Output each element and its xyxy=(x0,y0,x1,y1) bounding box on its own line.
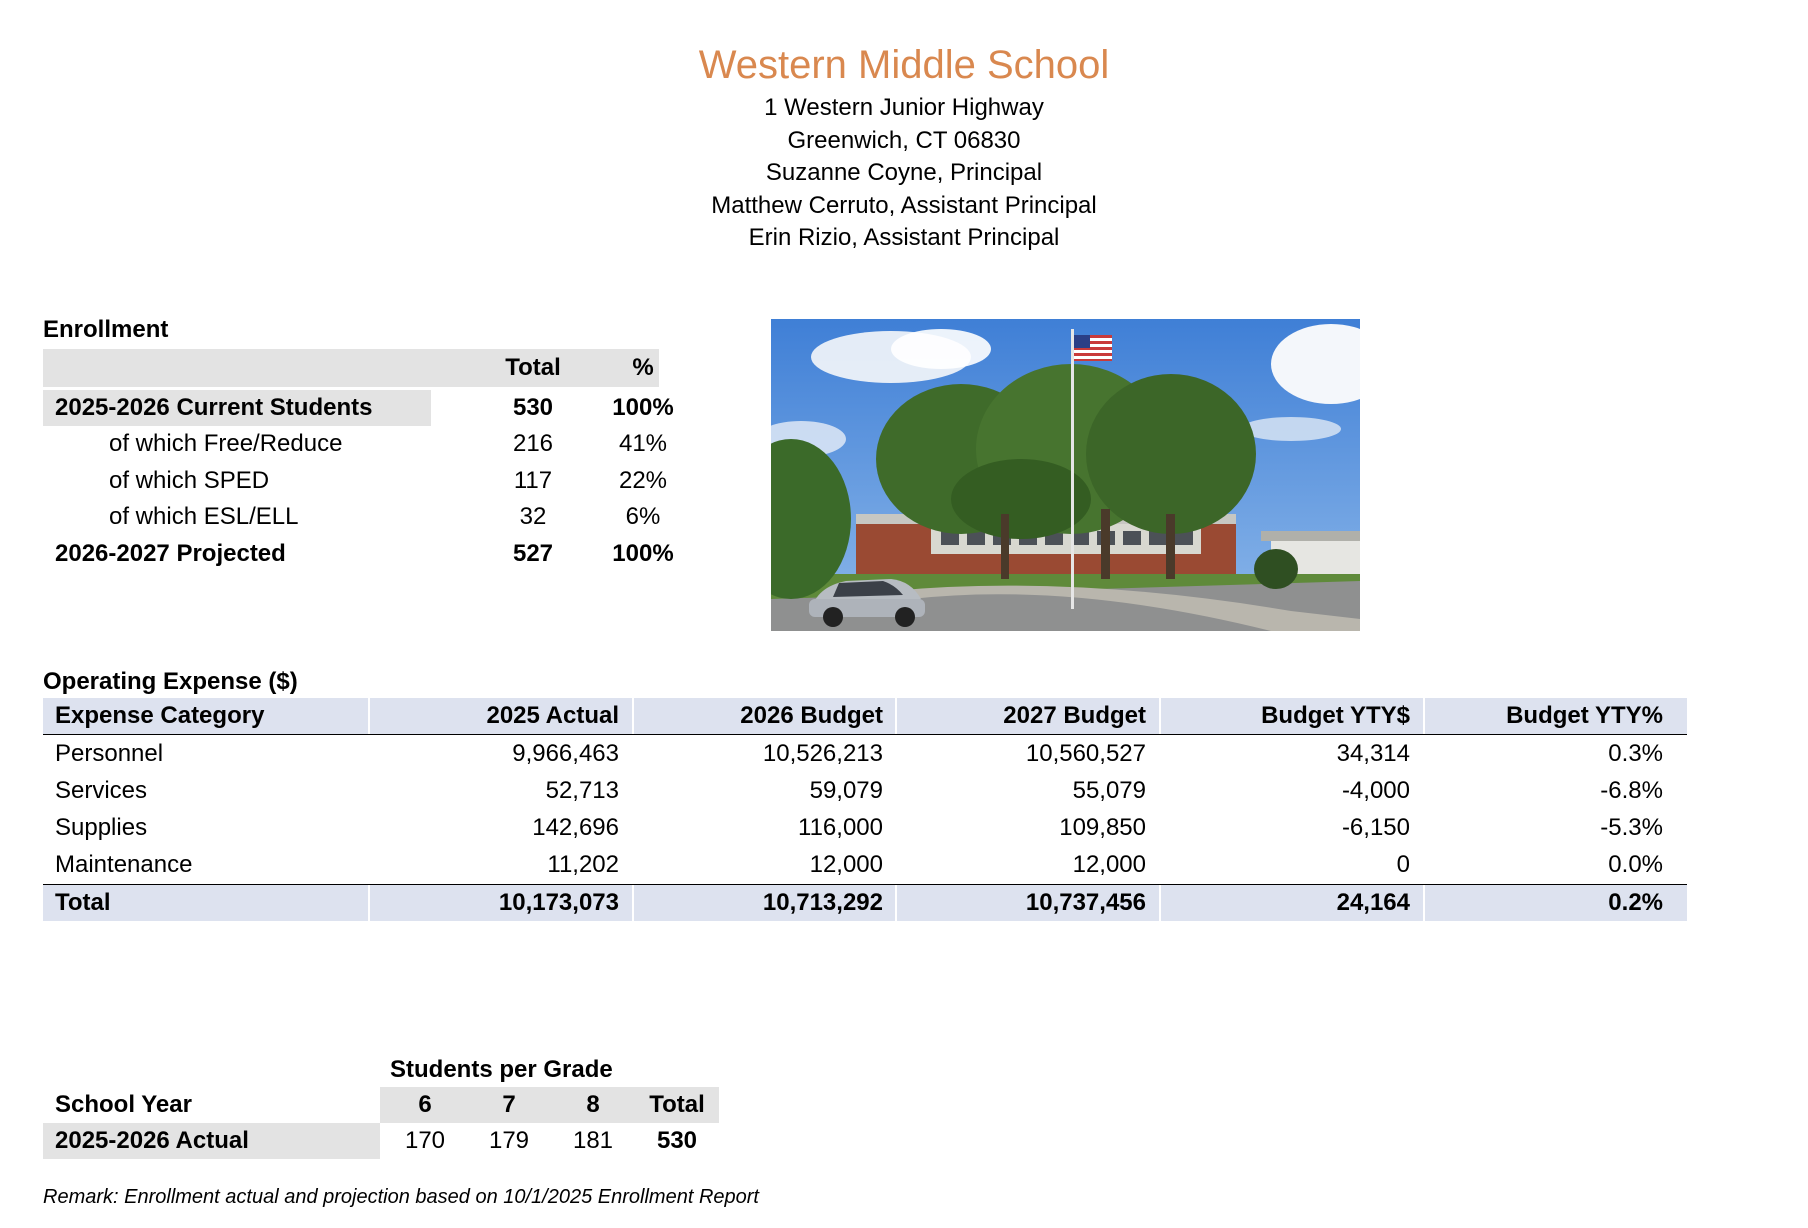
enrollment-row-total: 530 xyxy=(512,394,554,421)
school-year-label: 2025-2026 Actual xyxy=(55,1127,249,1154)
enrollment-row-total: 32 xyxy=(519,503,547,530)
cell-2025-actual: 142,696 xyxy=(532,814,619,841)
grade-6-value: 170 xyxy=(404,1127,446,1154)
enrollment-row-pct: 100% xyxy=(612,394,674,421)
operating-expense-title: Operating Expense ($) xyxy=(43,668,298,695)
enrollment-row-total: 527 xyxy=(512,540,554,567)
cell-2026-budget: 10,526,213 xyxy=(762,740,883,767)
cell-2027-budget: 109,850 xyxy=(1059,814,1146,841)
school-header xyxy=(0,38,1808,255)
header-expense-category: Expense Category xyxy=(55,702,265,729)
total-2025-actual: 10,173,073 xyxy=(498,889,619,916)
principal: Suzanne Coyne, Principal xyxy=(765,159,1043,186)
grade-total-header: Total xyxy=(649,1091,705,1118)
enrollment-row-label: of which SPED xyxy=(109,467,270,494)
enrollment-row-label: of which ESL/ELL xyxy=(109,503,299,530)
header-budget-yty-dollar: Budget YTY$ xyxy=(1261,702,1410,729)
grade-8-header: 8 xyxy=(586,1091,600,1118)
enrollment-col-pct: % xyxy=(632,354,654,381)
cell-category: Supplies xyxy=(55,814,148,841)
table-row-total xyxy=(43,884,1687,921)
grade-7-header: 7 xyxy=(502,1091,516,1118)
cell-2027-budget: 55,079 xyxy=(1072,777,1146,804)
enrollment-row-label: 2026-2027 Projected xyxy=(55,540,286,567)
enrollment-title: Enrollment xyxy=(43,316,169,343)
cell-yty-dollar: 34,314 xyxy=(1336,740,1410,767)
cell-category: Maintenance xyxy=(55,851,193,878)
enrollment-header-row xyxy=(43,349,659,387)
total-yty-pct: 0.2% xyxy=(1608,889,1663,916)
cell-2027-budget: 10,560,527 xyxy=(1025,740,1146,767)
total-label: Total xyxy=(55,889,111,916)
cell-2027-budget: 12,000 xyxy=(1072,851,1146,878)
header-2026-budget: 2026 Budget xyxy=(740,702,883,729)
column-divider xyxy=(368,885,370,921)
school-year-header: School Year xyxy=(55,1091,192,1118)
school-photo xyxy=(771,319,1360,631)
grade-total-value: 530 xyxy=(656,1127,698,1154)
address-line-2: Greenwich, CT 06830 xyxy=(787,126,1021,154)
enrollment-row-label: 2025-2026 Current Students xyxy=(55,394,373,421)
enrollment-col-total: Total xyxy=(505,354,561,381)
table-row-personnel xyxy=(43,736,1687,773)
cell-yty-pct: 0.0% xyxy=(1608,851,1663,878)
students-per-grade-header-row xyxy=(43,1087,723,1123)
grade-7-value: 179 xyxy=(488,1127,530,1154)
enrollment-row-esl-ell xyxy=(43,499,683,535)
total-yty-dollar: 24,164 xyxy=(1336,889,1410,916)
cell-category: Services xyxy=(55,777,148,804)
table-row-supplies xyxy=(43,810,1687,847)
assistant-principal-1: Matthew Cerruto, Assistant Principal xyxy=(711,191,1097,219)
column-divider xyxy=(895,885,897,921)
header-2027-budget: 2027 Budget xyxy=(1003,702,1146,729)
cell-yty-dollar: -6,150 xyxy=(1341,814,1410,841)
students-per-grade-title: Students per Grade xyxy=(390,1056,613,1083)
cell-yty-dollar: -4,000 xyxy=(1341,777,1410,804)
cell-2026-budget: 12,000 xyxy=(809,851,883,878)
cell-yty-dollar: 0 xyxy=(1396,851,1410,878)
enrollment-row-projected xyxy=(43,536,683,572)
column-divider xyxy=(1159,698,1161,734)
total-2026-budget: 10,713,292 xyxy=(762,889,883,916)
grade-8-value: 181 xyxy=(572,1127,614,1154)
cell-yty-pct: -5.3% xyxy=(1600,814,1663,841)
column-divider xyxy=(1159,885,1161,921)
header-budget-yty-pct: Budget YTY% xyxy=(1506,702,1663,729)
column-divider xyxy=(632,885,634,921)
cell-2026-budget: 116,000 xyxy=(798,814,883,841)
table-row-maintenance xyxy=(43,847,1687,884)
school-photo-illustration xyxy=(771,319,1360,631)
assistant-principal-2: Erin Rizio, Assistant Principal xyxy=(748,224,1060,251)
cell-2025-actual: 9,966,463 xyxy=(512,740,619,767)
column-divider xyxy=(632,698,634,734)
enrollment-row-total: 117 xyxy=(513,467,553,494)
students-per-grade-row-actual xyxy=(43,1123,723,1159)
cell-category: Personnel xyxy=(55,740,164,767)
cell-2026-budget: 59,079 xyxy=(809,777,883,804)
enrollment-row-pct: 22% xyxy=(618,467,668,494)
enrollment-row-pct: 41% xyxy=(618,430,668,457)
address-line-1: 1 Western Junior Highway xyxy=(764,94,1044,121)
enrollment-row-total: 216 xyxy=(512,430,554,457)
header-2025-actual: 2025 Actual xyxy=(486,702,619,729)
cell-2025-actual: 11,202 xyxy=(547,851,619,878)
enrollment-row-pct: 6% xyxy=(625,503,661,530)
total-2027-budget: 10,737,456 xyxy=(1025,889,1146,916)
enrollment-row-pct: 100% xyxy=(612,540,674,567)
grade-6-header: 6 xyxy=(418,1091,432,1118)
cell-yty-pct: 0.3% xyxy=(1608,740,1663,767)
operating-expense-table xyxy=(43,698,1687,921)
enrollment-row-label: of which Free/Reduce xyxy=(109,430,343,457)
column-divider xyxy=(368,698,370,734)
cell-2025-actual: 52,713 xyxy=(545,777,619,804)
table-row-services xyxy=(43,773,1687,810)
enrollment-row-current xyxy=(43,390,683,426)
enrollment-row-free-reduce xyxy=(43,426,683,462)
remark: Remark: Enrollment actual and projection based on 10/1/2025 Enrollment Report xyxy=(43,1186,759,1208)
cell-yty-pct: -6.8% xyxy=(1600,777,1663,804)
column-divider xyxy=(895,698,897,734)
operating-expense-header-row xyxy=(43,698,1687,735)
enrollment-row-sped xyxy=(43,463,683,499)
school-name: Western Middle School xyxy=(698,43,1110,87)
